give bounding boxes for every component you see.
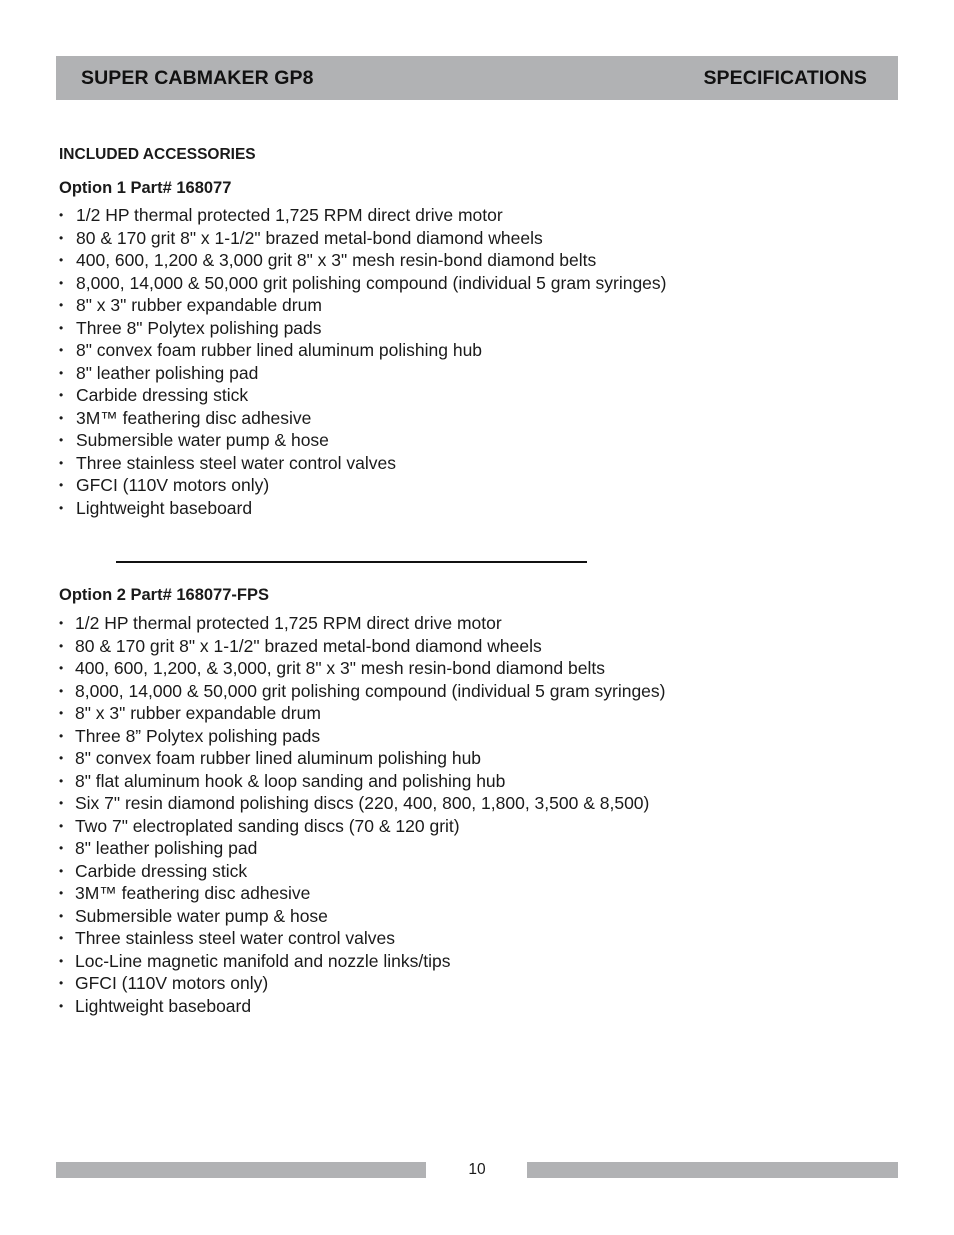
list-item-text: 400, 600, 1,200 & 3,000 grit 8" x 3" mesh resin-bond diamond belts	[76, 250, 597, 270]
list-item-text: 400, 600, 1,200, & 3,000, grit 8" x 3" mesh resin-bond diamond belts	[75, 658, 605, 678]
bullet-icon: •	[59, 706, 64, 720]
bullet-icon: •	[59, 638, 64, 653]
list-item	[56, 635, 666, 658]
list-item	[56, 294, 667, 317]
list-item	[56, 407, 667, 430]
header-section-title: SPECIFICATIONS	[703, 66, 867, 89]
bullet-icon: •	[59, 616, 64, 630]
option-2-accessory-list	[56, 612, 666, 1017]
bullet-icon: •	[59, 751, 64, 765]
bullet-icon: •	[59, 773, 64, 788]
list-item	[56, 702, 666, 725]
page-header-bar	[56, 56, 898, 100]
list-item-text: 3M™ feathering disc adhesive	[76, 407, 312, 428]
list-item-text: Submersible water pump & hose	[75, 905, 328, 926]
bullet-icon: •	[59, 886, 64, 900]
bullet-icon: •	[59, 275, 64, 290]
list-item-text: Carbide dressing stick	[76, 385, 249, 405]
bullet-icon: •	[59, 661, 64, 675]
list-item-text: 8,000, 14,000 & 50,000 grit polishing compound (individual 5 gram syringes)	[75, 680, 666, 701]
list-item	[56, 204, 667, 227]
bullet-icon: •	[59, 841, 64, 855]
list-item-text: 1/2 HP thermal protected 1,725 RPM direct drive motor	[75, 613, 502, 633]
bullet-icon: •	[59, 388, 64, 402]
list-item	[56, 680, 666, 703]
included-accessories-heading: INCLUDED ACCESSORIES	[59, 146, 256, 163]
list-item	[56, 792, 666, 815]
list-item-text: Carbide dressing stick	[75, 860, 248, 881]
bullet-icon: •	[59, 818, 64, 833]
list-item	[56, 972, 666, 995]
list-item	[56, 474, 667, 497]
list-item-text: Lightweight baseboard	[76, 497, 253, 518]
bullet-icon: •	[59, 976, 64, 990]
option-2-title: Option 2 Part# 168077-FPS	[59, 586, 269, 604]
bullet-icon: •	[59, 253, 64, 267]
list-item	[56, 384, 667, 407]
list-item-text: 3M™ feathering disc adhesive	[75, 883, 311, 903]
bullet-icon: •	[59, 208, 64, 222]
list-item-text: Submersible water pump & hose	[76, 430, 329, 450]
list-item	[56, 770, 666, 793]
bullet-icon: •	[59, 433, 64, 447]
bullet-icon: •	[59, 478, 64, 492]
list-item	[56, 339, 667, 362]
list-item	[56, 905, 666, 928]
list-item-text: Lightweight baseboard	[75, 995, 252, 1016]
list-item-text: GFCI (110V motors only)	[75, 973, 269, 993]
bullet-icon: •	[59, 455, 64, 470]
list-item-text: 8" convex foam rubber lined aluminum polishing hub	[75, 748, 482, 768]
list-item	[56, 657, 666, 680]
bullet-icon: •	[59, 365, 64, 380]
bullet-icon: •	[59, 230, 64, 245]
list-item-text: 8" x 3" rubber expandable drum	[76, 295, 322, 315]
list-item	[56, 837, 666, 860]
section-divider	[116, 561, 587, 563]
list-item	[56, 950, 666, 973]
list-item	[56, 362, 667, 385]
bullet-icon: •	[59, 298, 64, 312]
option-1-accessory-list	[56, 204, 667, 519]
list-item-text: 8,000, 14,000 & 50,000 grit polishing compound (individual 5 gram syringes)	[76, 272, 667, 293]
list-item	[56, 612, 666, 635]
list-item-text: 80 & 170 grit 8" x 1-1/2" brazed metal-bond diamond wheels	[75, 635, 542, 656]
page-number: 10	[468, 1161, 486, 1178]
bullet-icon: •	[59, 410, 64, 425]
list-item-text: 80 & 170 grit 8" x 1-1/2" brazed metal-bond diamond wheels	[76, 227, 543, 248]
bullet-icon: •	[59, 908, 64, 923]
list-item-text: Two 7" electroplated sanding discs (70 & 120 grit)	[75, 815, 460, 836]
bullet-icon: •	[59, 953, 64, 968]
list-item-text: Three 8” Polytex polishing pads	[75, 725, 321, 746]
list-item	[56, 747, 666, 770]
bullet-icon: •	[59, 500, 64, 515]
list-item	[56, 882, 666, 905]
bullet-icon: •	[59, 998, 64, 1013]
list-item	[56, 860, 666, 883]
header-product-title: SUPER CABMAKER GP8	[81, 66, 314, 89]
list-item-text: 1/2 HP thermal protected 1,725 RPM direct drive motor	[76, 205, 503, 225]
list-item	[56, 725, 666, 748]
list-item	[56, 497, 667, 520]
list-item-text: Loc-Line magnetic manifold and nozzle links/tips	[75, 950, 451, 971]
list-item	[56, 227, 667, 250]
list-item	[56, 927, 666, 950]
list-item	[56, 429, 667, 452]
list-item	[56, 995, 666, 1018]
bullet-icon: •	[59, 343, 64, 357]
footer-bar-left	[56, 1162, 426, 1178]
list-item	[56, 815, 666, 838]
footer-bar-right	[527, 1162, 898, 1178]
list-item-text: 8" flat aluminum hook & loop sanding and polishing hub	[75, 770, 506, 791]
list-item	[56, 272, 667, 295]
list-item-text: Three stainless steel water control valves	[75, 928, 395, 948]
list-item-text: 8" x 3" rubber expandable drum	[75, 703, 321, 723]
bullet-icon: •	[59, 796, 64, 810]
list-item	[56, 317, 667, 340]
list-item-text: Three stainless steel water control valves	[76, 452, 396, 473]
bullet-icon: •	[59, 863, 64, 878]
list-item-text: 8" leather polishing pad	[76, 362, 259, 383]
list-item-text: 8" convex foam rubber lined aluminum polishing hub	[76, 340, 483, 360]
list-item-text: Six 7" resin diamond polishing discs (220, 400, 800, 1,800, 3,500 & 8,500)	[75, 793, 650, 813]
bullet-icon: •	[59, 320, 64, 335]
option-1-title: Option 1 Part# 168077	[59, 179, 232, 197]
list-item-text: GFCI (110V motors only)	[76, 475, 270, 495]
list-item-text: 8" leather polishing pad	[75, 838, 258, 858]
list-item	[56, 452, 667, 475]
bullet-icon: •	[59, 931, 64, 945]
bullet-icon: •	[59, 728, 64, 743]
list-item-text: Three 8" Polytex polishing pads	[76, 317, 322, 338]
bullet-icon: •	[59, 683, 64, 698]
list-item	[56, 249, 667, 272]
